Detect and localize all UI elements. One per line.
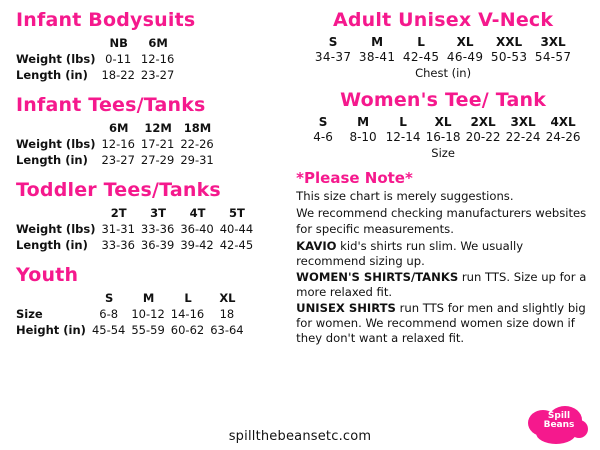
table-row bbox=[16, 152, 220, 168]
cell-value: 63-64 bbox=[210, 322, 244, 337]
note-paragraph bbox=[296, 301, 590, 345]
row-label: Length (in) bbox=[16, 152, 88, 167]
row-label: Length (in) bbox=[16, 67, 88, 82]
table-row bbox=[16, 67, 180, 83]
cell-value: 12-16 bbox=[140, 51, 175, 66]
cell-value: 34-37 bbox=[314, 49, 352, 64]
table-row bbox=[16, 136, 220, 152]
section-title-infant-bodysuits: Infant Bodysuits bbox=[16, 9, 196, 31]
table-caption: Chest (in) bbox=[415, 65, 472, 80]
cell-value: 18-22 bbox=[101, 67, 135, 82]
column-header: S bbox=[328, 34, 338, 49]
section-title-toddler-tees-tanks: Toddler Tees/Tanks bbox=[16, 178, 221, 201]
cell-value: 38-41 bbox=[358, 49, 396, 64]
table-toddler-tees-tanks bbox=[16, 205, 259, 253]
note-paragraph-text: kid's shirts run slim. We usually recommend sizing up. bbox=[296, 239, 524, 268]
note-paragraph-brand: WOMEN'S SHIRTS/TANKS bbox=[296, 270, 459, 285]
cell-value: 0-11 bbox=[105, 51, 132, 66]
cell-value: 36-39 bbox=[140, 237, 175, 252]
table-infant-tees-tanks bbox=[16, 120, 220, 168]
cell-value: 36-40 bbox=[180, 221, 214, 236]
cell-value: 4-6 bbox=[313, 129, 333, 144]
cell-value: 60-62 bbox=[170, 322, 205, 337]
column-header: L bbox=[417, 34, 425, 49]
cell-value: 40-44 bbox=[219, 221, 254, 236]
spacer-cell bbox=[16, 35, 101, 51]
size-value-row bbox=[296, 50, 590, 65]
column-header: S bbox=[318, 114, 328, 129]
note-paragraph bbox=[296, 239, 590, 268]
cell-value: 50-53 bbox=[490, 49, 528, 64]
column-header: 18M bbox=[183, 120, 212, 135]
table-row bbox=[16, 322, 250, 338]
cell-value: 22-26 bbox=[180, 136, 214, 151]
note-line: We recommend checking manufacturers websites bbox=[296, 205, 587, 220]
table-header-row bbox=[16, 290, 250, 306]
spill-the-beans-logo bbox=[526, 404, 592, 446]
cell-value: 17-21 bbox=[140, 136, 175, 151]
please-note-section bbox=[296, 170, 590, 345]
note-paragraph bbox=[296, 270, 590, 299]
spacer-cell bbox=[16, 120, 101, 136]
table-infant-bodysuits bbox=[16, 35, 180, 83]
note-paragraph-brand: UNISEX SHIRTS bbox=[296, 301, 396, 316]
logo-text: Spill Beans bbox=[543, 411, 575, 430]
row-label: Size bbox=[16, 306, 43, 321]
table-row bbox=[16, 306, 250, 322]
size-header-row bbox=[296, 35, 590, 50]
cell-value: 54-57 bbox=[534, 49, 572, 64]
column-header: 3T bbox=[150, 205, 167, 220]
cell-value: 23-27 bbox=[101, 152, 135, 167]
right-column bbox=[290, 10, 590, 450]
cell-value: 24-26 bbox=[545, 129, 581, 144]
column-header: 12M bbox=[144, 120, 172, 135]
cell-value: 45-54 bbox=[91, 322, 126, 337]
table-header-row bbox=[16, 35, 180, 51]
column-header: NB bbox=[109, 35, 128, 50]
cell-value: 18 bbox=[219, 306, 235, 321]
cell-value: 33-36 bbox=[101, 237, 135, 252]
cell-value: 6-8 bbox=[99, 306, 119, 321]
row-label: Weight (lbs) bbox=[16, 51, 96, 66]
cell-value: 22-24 bbox=[505, 129, 541, 144]
note-line: for specific measurements. bbox=[296, 222, 454, 237]
column-header: S bbox=[105, 290, 114, 305]
table-womens-tee-tank bbox=[296, 115, 590, 160]
table-adult-unisex-vneck bbox=[296, 35, 590, 80]
cell-value: 16-18 bbox=[425, 129, 461, 144]
table-header-row bbox=[16, 205, 259, 221]
cell-value: 14-16 bbox=[170, 306, 205, 321]
column-header: 2XL bbox=[470, 114, 496, 129]
cell-value: 42-45 bbox=[402, 49, 440, 64]
table-row bbox=[16, 51, 180, 67]
column-header: XL bbox=[434, 114, 452, 129]
spacer-cell bbox=[16, 290, 92, 306]
note-title: *Please Note* bbox=[296, 168, 413, 187]
table-caption: Size bbox=[431, 145, 455, 160]
column-header: 3XL bbox=[510, 114, 536, 129]
row-label: Height (in) bbox=[16, 322, 86, 337]
size-value-row bbox=[296, 130, 590, 145]
table-row bbox=[16, 237, 259, 253]
cell-value: 23-27 bbox=[140, 67, 175, 82]
section-title-infant-tees-tanks: Infant Tees/Tanks bbox=[16, 93, 206, 116]
cell-value: 39-42 bbox=[180, 237, 214, 252]
cell-value: 12-16 bbox=[101, 136, 135, 151]
cell-value: 20-22 bbox=[465, 129, 501, 144]
column-header: 6M bbox=[108, 120, 129, 135]
cell-value: 10-12 bbox=[131, 306, 165, 321]
column-header: XL bbox=[456, 34, 474, 49]
table-header-row bbox=[16, 120, 220, 136]
column-header: L bbox=[399, 114, 407, 129]
column-header: M bbox=[142, 290, 155, 305]
size-header-row bbox=[296, 115, 590, 130]
note-paragraph-text: run TTS. Size up for a more relaxed fit. bbox=[296, 270, 587, 299]
cell-value: 12-14 bbox=[385, 129, 421, 144]
cell-value: 46-49 bbox=[446, 49, 484, 64]
section-title-youth: Youth bbox=[16, 263, 79, 286]
column-header: M bbox=[371, 34, 384, 49]
cell-value: 33-36 bbox=[140, 221, 175, 236]
row-label: Weight (lbs) bbox=[16, 136, 96, 151]
table-row bbox=[16, 221, 259, 237]
column-header: 4XL bbox=[550, 114, 576, 129]
footer-website: spillthebeansetc.com bbox=[228, 429, 372, 444]
column-header: M bbox=[357, 114, 370, 129]
cell-value: 27-29 bbox=[140, 152, 175, 167]
column-header: L bbox=[184, 290, 192, 305]
cell-value: 8-10 bbox=[349, 129, 377, 144]
column-header: XL bbox=[219, 290, 236, 305]
table-youth bbox=[16, 290, 250, 338]
column-header: XXL bbox=[496, 34, 523, 49]
cell-value: 31-31 bbox=[101, 221, 135, 236]
column-header: 3XL bbox=[540, 34, 566, 49]
section-title-adult-unisex-vneck: Adult Unisex V-Neck bbox=[332, 9, 554, 31]
cell-value: 55-59 bbox=[131, 322, 165, 337]
section-title-womens-tee-tank: Women's Tee/ Tank bbox=[340, 88, 547, 111]
left-column bbox=[10, 10, 290, 450]
row-label: Length (in) bbox=[16, 237, 88, 252]
column-header: 4T bbox=[189, 205, 206, 220]
column-header: 6M bbox=[148, 35, 168, 50]
spacer-cell bbox=[16, 205, 101, 221]
row-label: Weight (lbs) bbox=[16, 221, 96, 236]
note-paragraph-brand: KAVIO bbox=[296, 239, 337, 254]
column-header: 2T bbox=[110, 205, 127, 220]
column-header: 5T bbox=[229, 205, 245, 220]
note-paragraph-text: run TTS for men and slightly big for women. We recommend women size down if they don't want a relaxed fit. bbox=[296, 301, 586, 345]
cell-value: 29-31 bbox=[180, 152, 214, 167]
note-line: This size chart is merely suggestions. bbox=[296, 189, 514, 204]
cell-value: 42-45 bbox=[219, 237, 254, 252]
